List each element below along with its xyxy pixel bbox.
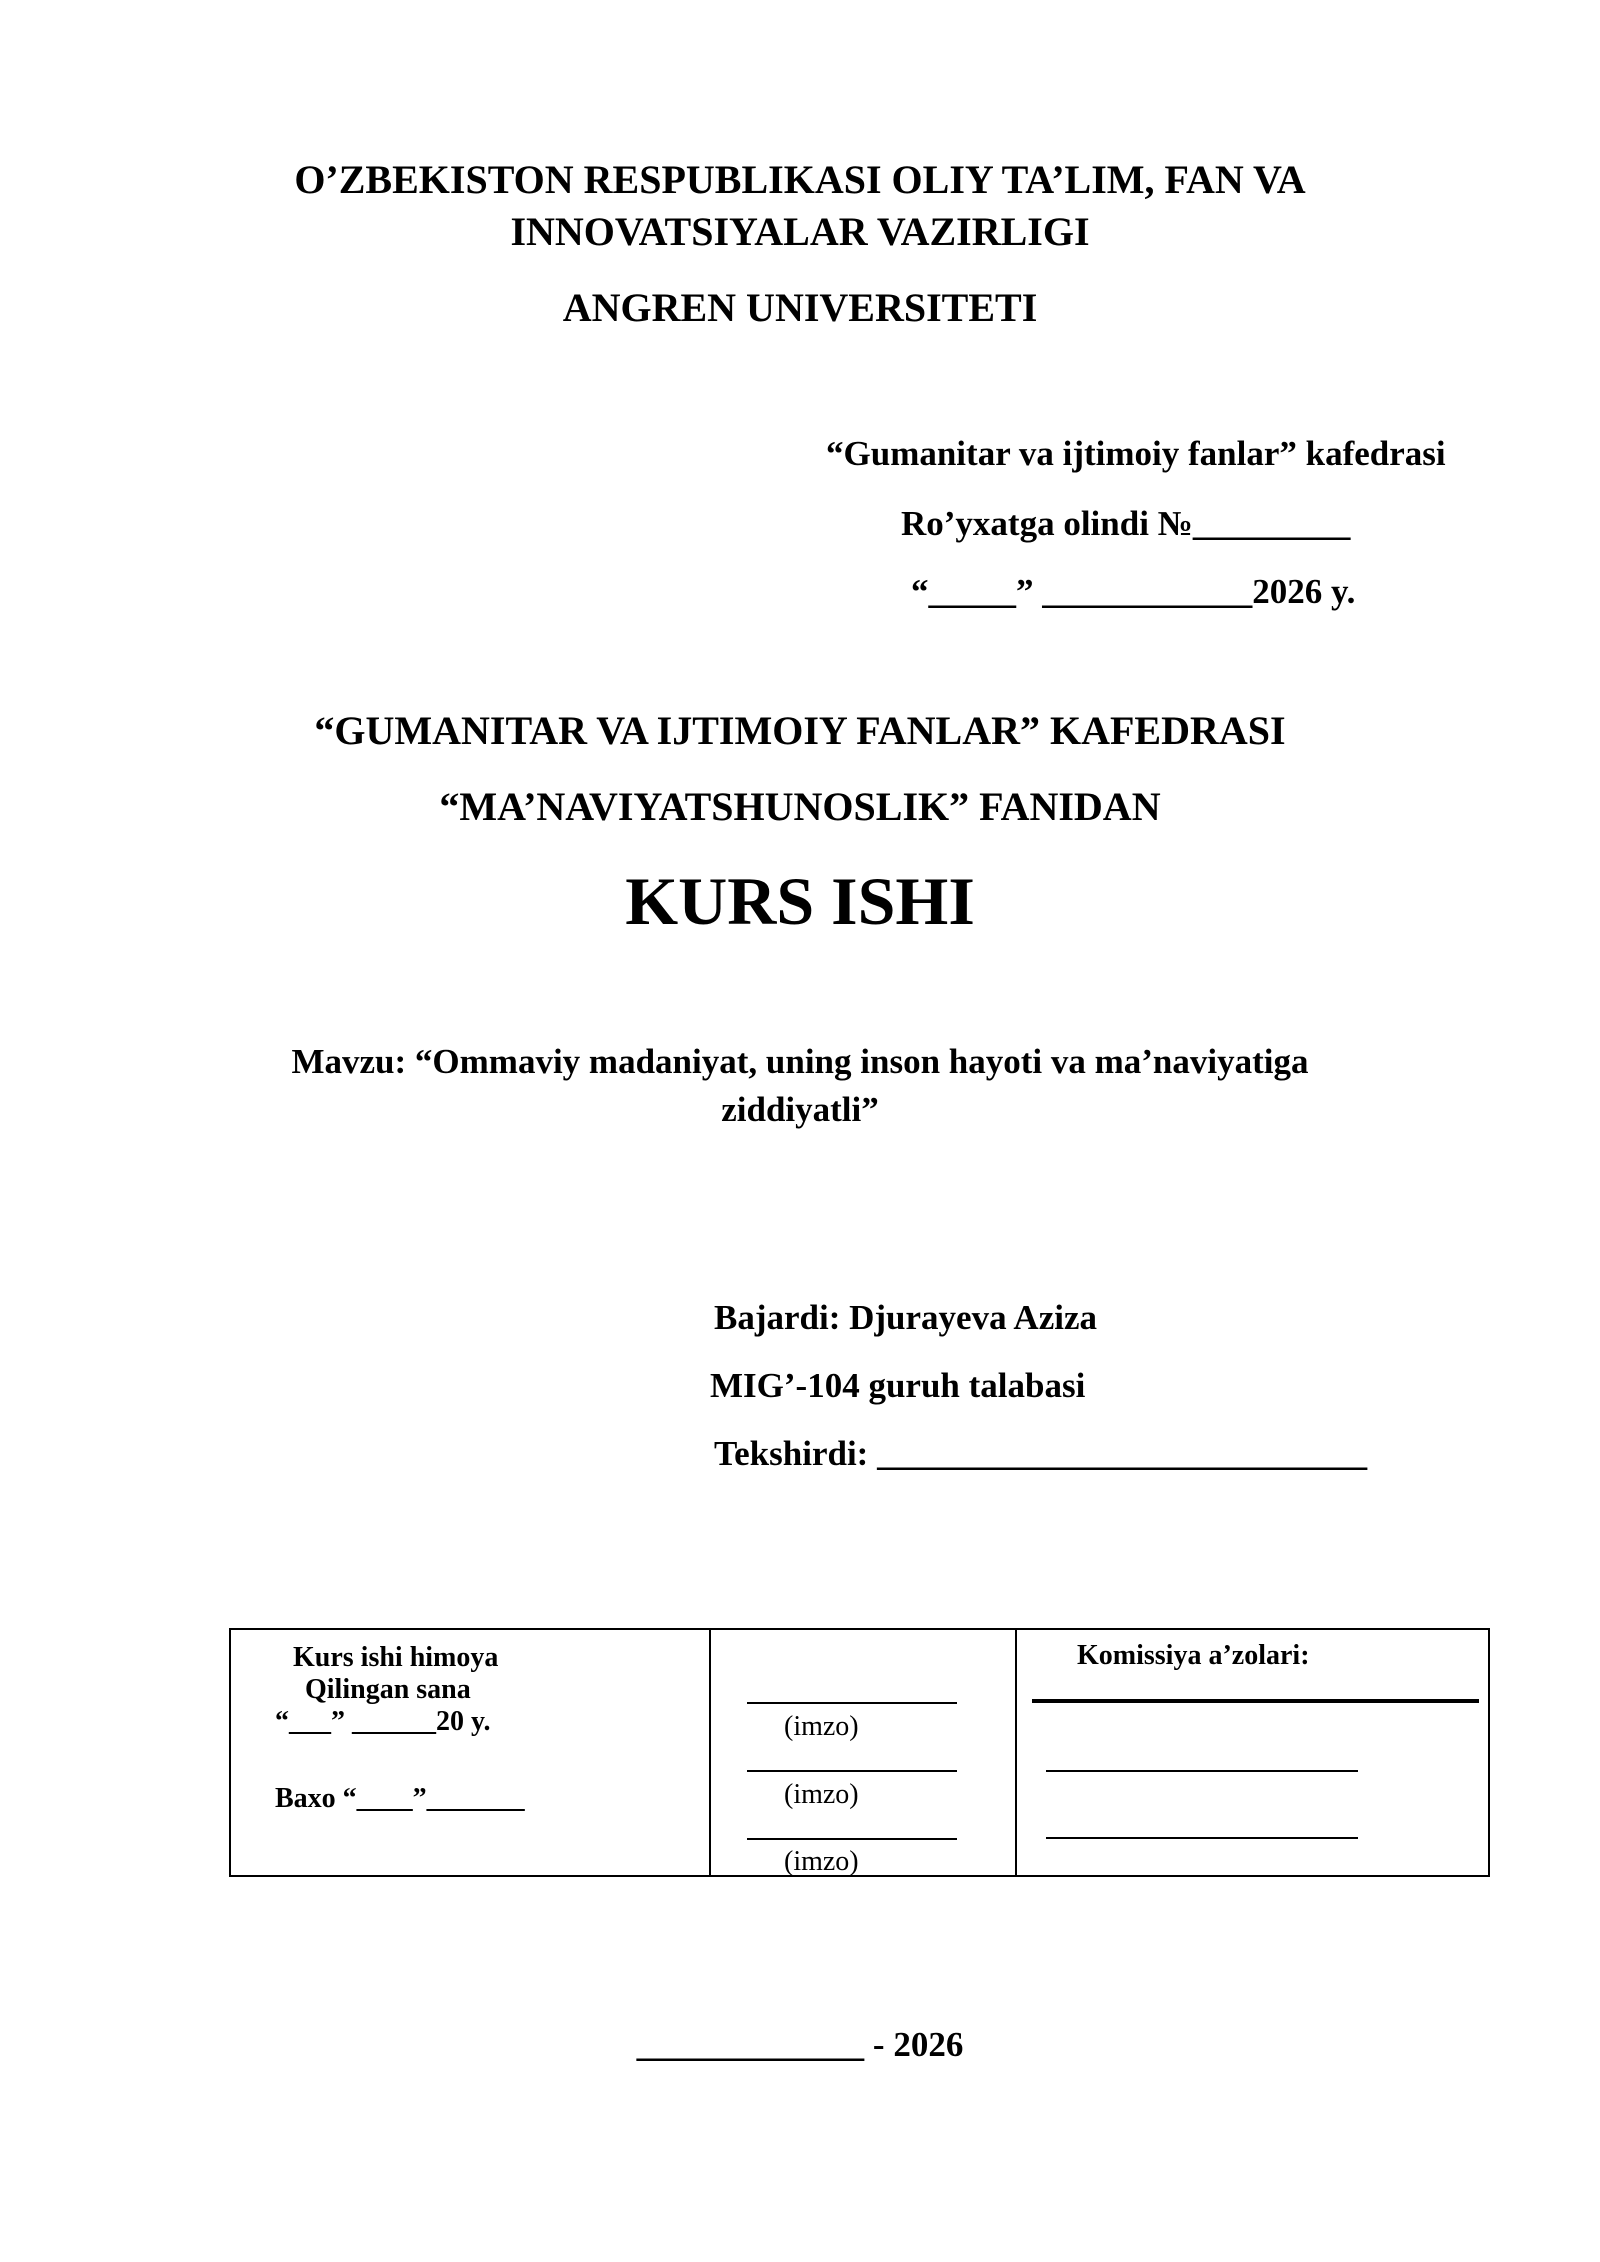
signature-line-1 bbox=[747, 1702, 957, 1704]
document-type-title: KURS ISHI bbox=[625, 863, 975, 939]
signature-caption-1: (imzo) bbox=[784, 1711, 859, 1742]
defense-label-line-1: Kurs ishi himoya bbox=[293, 1642, 499, 1673]
subject-title: “MA’NAVIYATSHUNOSLIK” FANIDAN bbox=[439, 784, 1161, 829]
defense-label-line-2: Qilingan sana bbox=[305, 1674, 471, 1705]
commission-members-cell bbox=[1016, 1629, 1489, 1876]
member-line-3 bbox=[1046, 1837, 1358, 1839]
signature-line-3 bbox=[747, 1838, 957, 1840]
footer-year: _____________ - 2026 bbox=[636, 2025, 964, 2064]
topic-line-2: ziddiyatli” bbox=[721, 1090, 879, 1129]
grade-field: Baxo “____”_______ bbox=[275, 1783, 525, 1814]
registration-number: Ro’yxatga olindi №_________ bbox=[901, 504, 1351, 543]
department-title: “GUMANITAR VA IJTIMOIY FANLAR” KAFEDRASI bbox=[314, 708, 1286, 753]
defense-info-cell bbox=[230, 1629, 710, 1876]
commission-members-label: Komissiya a’zolari: bbox=[1077, 1640, 1310, 1671]
registration-date: “_____” ____________2026 y. bbox=[911, 572, 1356, 611]
signature-caption-3: (imzo) bbox=[784, 1846, 859, 1877]
ministry-line-1: O’ZBEKISTON RESPUBLIKASI OLIY TA’LIM, FAN VA bbox=[294, 157, 1306, 202]
student-group: MIG’-104 guruh talabasi bbox=[710, 1366, 1086, 1405]
performed-by: Bajardi: Djurayeva Aziza bbox=[714, 1298, 1097, 1337]
signature-line-2 bbox=[747, 1770, 957, 1772]
member-line-2 bbox=[1046, 1770, 1358, 1772]
signatures-cell bbox=[710, 1629, 1016, 1876]
ministry-line-2: INNOVATSIYALAR VAZIRLIGI bbox=[510, 209, 1090, 254]
defense-date: “___” ______20 y. bbox=[275, 1706, 491, 1737]
signature-caption-2: (imzo) bbox=[784, 1779, 859, 1810]
member-line-1 bbox=[1032, 1699, 1479, 1703]
commission-table bbox=[229, 1628, 1490, 1877]
checked-by: Tekshirdi: ____________________________ bbox=[714, 1434, 1368, 1473]
department-label: “Gumanitar va ijtimoiy fanlar” kafedrasi bbox=[826, 434, 1446, 473]
topic-line-1: Mavzu: “Ommaviy madaniyat, uning inson hayoti va ma’naviyatiga bbox=[291, 1042, 1309, 1081]
university-name: ANGREN UNIVERSITETI bbox=[562, 285, 1038, 330]
